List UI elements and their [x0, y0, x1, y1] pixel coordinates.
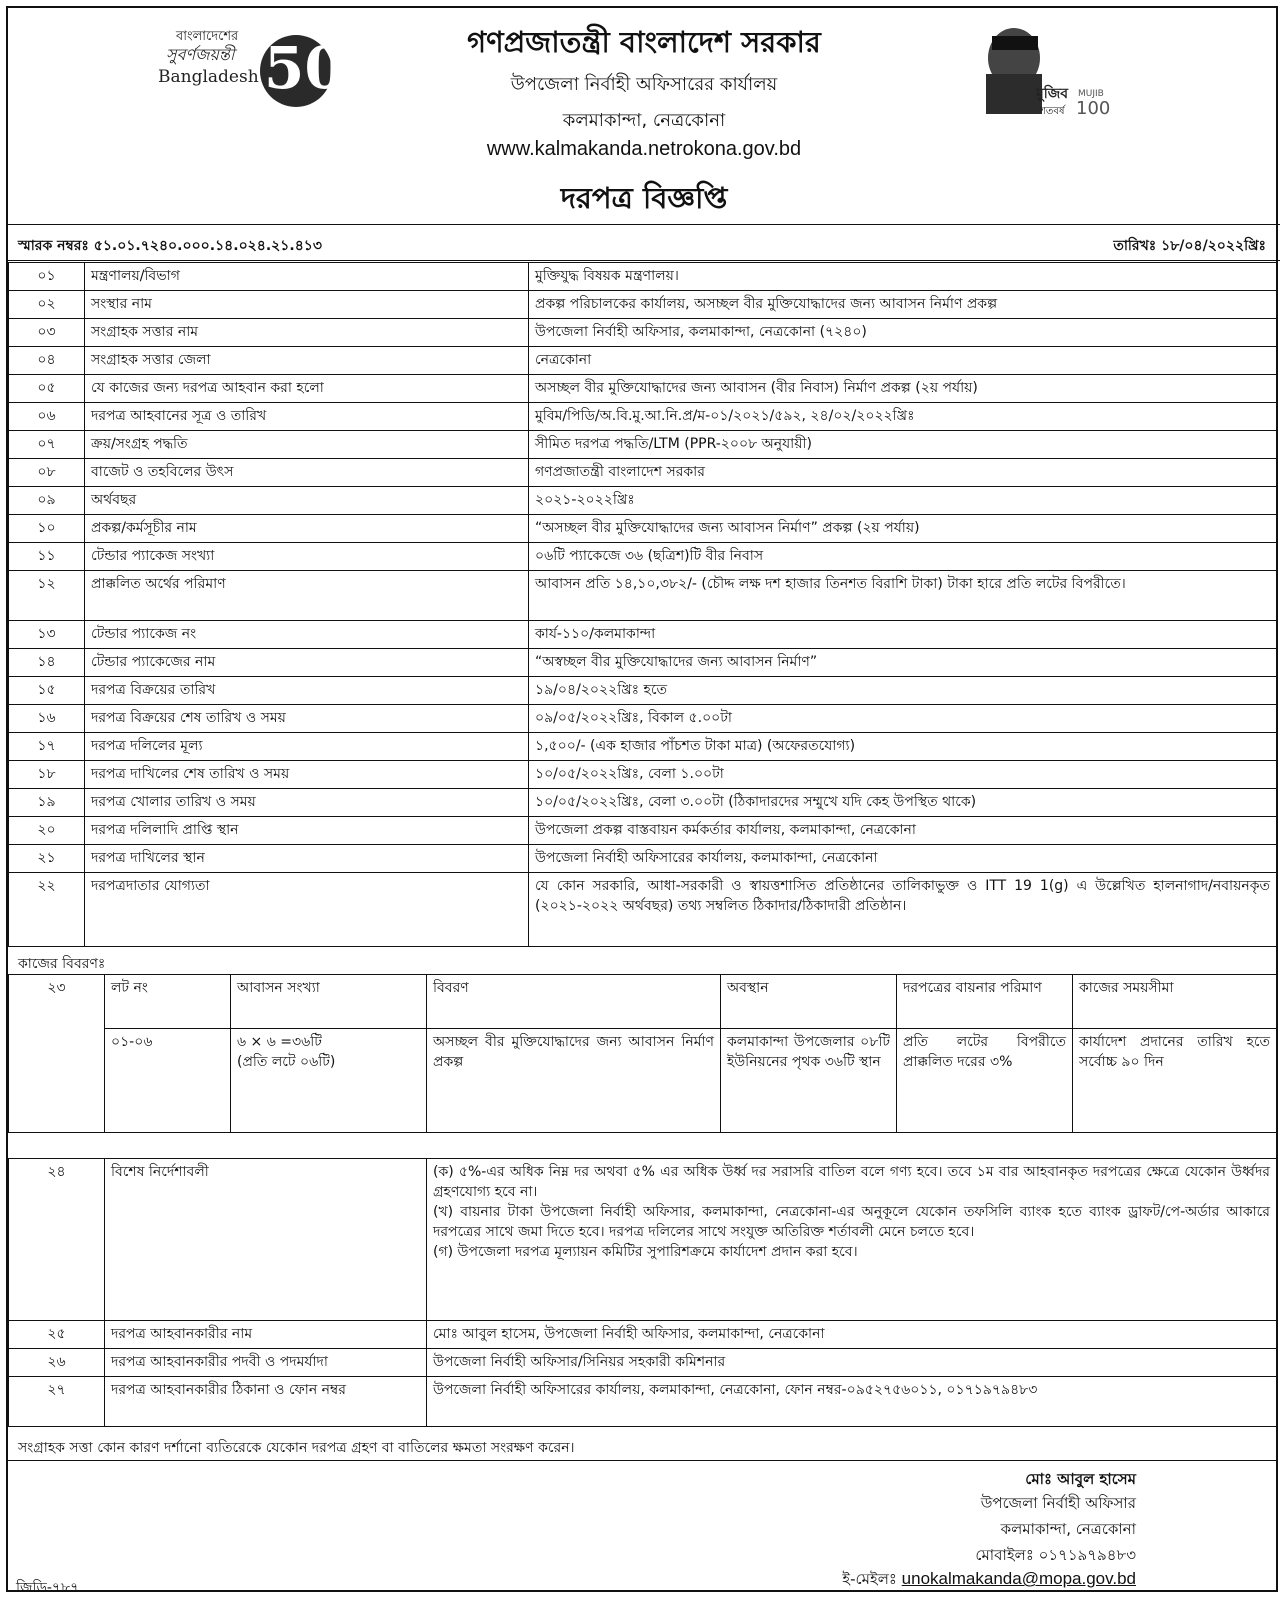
- row-label: প্রাক্কলিত অর্থের পরিমাণ: [85, 571, 529, 621]
- row-value: কার্য-১১০/কলমাকান্দা: [529, 621, 1277, 649]
- works-description: অসচ্ছল বীর মুক্তিযোদ্ধাদের জন্য আবাসন নির্মাণ প্রকল্প: [427, 1029, 721, 1133]
- row-label: দরপত্র দাখিলের স্থান: [85, 845, 529, 873]
- government-title: গণপ্রজাতন্ত্রী বাংলাদেশ সরকার: [467, 25, 821, 59]
- works-count: [231, 1029, 427, 1133]
- signatory-email-line: [842, 1568, 1136, 1593]
- row-serial: ০৪: [9, 347, 85, 375]
- row-serial: ১৫: [9, 677, 85, 705]
- row-label: অর্থবছর: [85, 487, 529, 515]
- memo-date: তারিখঃ ১৮/০৪/২০২২খ্রিঃ: [1113, 238, 1266, 254]
- logo-right-text-3: MUJIB: [1078, 89, 1104, 99]
- row-value: ১,৫০০/- (এক হাজার পাঁচশত টাকা মাত্র) (অফেরতযোগ্য): [529, 733, 1277, 761]
- row-serial: ১২: [9, 571, 85, 621]
- table-row: [9, 677, 1277, 705]
- row-label: বিশেষ নির্দেশাবলী: [105, 1159, 427, 1321]
- notice-header: [8, 8, 1280, 225]
- table-row: [9, 375, 1277, 403]
- mujib-100-logo: [966, 18, 1116, 118]
- row-serial: ২৪: [9, 1159, 105, 1321]
- row-label: দরপত্র দলিলাদি প্রাপ্তি স্থান: [85, 817, 529, 845]
- table-row: [9, 1349, 1277, 1377]
- row-value: অসচ্ছল বীর মুক্তিযোদ্ধাদের জন্য আবাসন (বীর নিবাস) নির্মাণ প্রকল্প (২য় পর্যায়): [529, 375, 1277, 403]
- row-value: মোঃ আবুল হাসেম, উপজেলা নির্বাহী অফিসার, কলমাকান্দা, নেত্রকোনা: [427, 1321, 1277, 1349]
- row-label: টেন্ডার প্যাকেজ নং: [85, 621, 529, 649]
- row-label: ক্রয়/সংগ্রহ পদ্ধতি: [85, 431, 529, 459]
- table-row: [9, 543, 1277, 571]
- table-row: [9, 789, 1277, 817]
- row-value: যে কোন সরকারি, আধা-সরকারী ও স্বায়ত্তশাসিত প্রতিষ্ঠানের তালিকাভুক্ত ও ITT 19 1(g) এ উল্লেখিত হালনাগাদ/নবায়নকৃত (২০২১-২০২২ অর্থবছর) তথ্য সম্বলিত ঠিকাদার/ঠিকাদারী প্রতিষ্ঠান।: [529, 873, 1277, 947]
- works-earnest: প্রতি লটের বিপরীতে প্রাক্কলিত দরের ৩%: [897, 1029, 1073, 1133]
- table-row: [9, 733, 1277, 761]
- row-label: দরপত্র আহবানকারীর পদবী ও পদমর্যাদা: [105, 1349, 427, 1377]
- row-label: দরপত্র বিক্রয়ের শেষ তারিখ ও সময়: [85, 705, 529, 733]
- row-value: উপজেলা নির্বাহী অফিসার, কলমাকান্দা, নেত্রকোনা (৭২৪০): [529, 319, 1277, 347]
- instruction-item: (ক) ৫%-এর অধিক নিম্ন দর অথবা ৫% এর অধিক উর্ধ্ব দর সরাসরি বাতিল বলে গণ্য হবে। তবে ১ম বার আহবানকৃত দরপত্রের ক্ষেত্রে যেকোন উর্ধ্বদর গ্রহণযোগ্য হবে না।: [433, 1164, 1270, 1200]
- row-value: ০৯/০৫/২০২২খ্রিঃ, বিকাল ৫.০০টা: [529, 705, 1277, 733]
- table-row: [9, 873, 1277, 947]
- works-location: কলমাকান্দা উপজেলার ০৮টি ইউনিয়নের পৃথক ৩৬টি স্থান: [721, 1029, 897, 1133]
- email-label: ই-মেইলঃ: [842, 1570, 902, 1588]
- row-value: গণপ্রজাতন্ত্রী বাংলাদেশ সরকার: [529, 459, 1277, 487]
- works-lot: ০১-০৬: [105, 1029, 231, 1133]
- table-row: [9, 459, 1277, 487]
- row-value: ০৬টি প্যাকেজে ৩৬ (ছত্রিশ)টি বীর নিবাস: [529, 543, 1277, 571]
- table-row: [9, 761, 1277, 789]
- row-serial: ০৯: [9, 487, 85, 515]
- row-value: ২০২১-২০২২খ্রিঃ: [529, 487, 1277, 515]
- row-label: দরপত্র বিক্রয়ের তারিখ: [85, 677, 529, 705]
- works-header-description: বিবরণ: [427, 975, 721, 1029]
- row-serial: ১১: [9, 543, 85, 571]
- row-serial: ০৮: [9, 459, 85, 487]
- logo-text-1: বাংলাদেশের: [176, 29, 239, 44]
- table-row: [9, 817, 1277, 845]
- work-description-label: কাজের বিবরণঃ: [18, 956, 106, 972]
- signatory-mobile: মোবাইলঃ ০১৭১৯৭৯৪৮৩: [975, 1546, 1136, 1564]
- email-link[interactable]: unokalmakanda@mopa.gov.bd: [901, 1569, 1136, 1588]
- row-value: মুবিম/পিডি/অ.বি.মু.আ.নি.প্র/ম-০১/২০২১/৫৯২, ২৪/০২/২০২২খ্রিঃ: [529, 403, 1277, 431]
- table-row: [9, 1321, 1277, 1349]
- notice-frame: [6, 6, 1278, 1596]
- gd-number: জিডি-৭৮৭: [16, 1580, 80, 1596]
- row-serial: ১৮: [9, 761, 85, 789]
- row-serial: ০৫: [9, 375, 85, 403]
- logo-right-text-4: 100: [1076, 98, 1111, 119]
- table-row: [9, 515, 1277, 543]
- row-label: দরপত্র দাখিলের শেষ তারিখ ও সময়: [85, 761, 529, 789]
- memo-number: স্মারক নম্বরঃ ৫১.০১.৭২৪০.০০০.১৪.০২৪.২১.৪১৩: [18, 238, 322, 254]
- table-row: [9, 487, 1277, 515]
- table-row: [9, 263, 1277, 291]
- row-value: “অস্বচ্ছল বীর মুক্তিযোদ্ধাদের জন্য আবাসন নির্মাণ”: [529, 649, 1277, 677]
- works-data-row: [9, 1029, 1277, 1133]
- office-location: কলমাকান্দা, নেত্রকোনা: [562, 110, 726, 131]
- row-value: ১০/০৫/২০২২খ্রিঃ, বেলা ১.০০টা: [529, 761, 1277, 789]
- row-label: প্রকল্প/কর্মসূচীর নাম: [85, 515, 529, 543]
- logo-number: 50: [264, 34, 345, 102]
- table-row: [9, 621, 1277, 649]
- row-serial: ০১: [9, 263, 85, 291]
- works-header-duration: কাজের সময়সীমা: [1073, 975, 1277, 1029]
- tender-extra-table: [8, 1158, 1277, 1427]
- logo-text-2: সুবর্ণজয়ন্তী: [166, 45, 235, 64]
- works-duration: কার্যাদেশ প্রদানের তারিখ হতে সর্বোচ্চ ৯০ দিন: [1073, 1029, 1277, 1133]
- website-link[interactable]: www.kalmakanda.netrokona.gov.bd: [486, 138, 802, 160]
- row-value: “অসচ্ছল বীর মুক্তিযোদ্ধাদের জন্য আবাসন নির্মাণ” প্রকল্প (২য় পর্যায়): [529, 515, 1277, 543]
- row-serial: ১০: [9, 515, 85, 543]
- row-value: নেত্রকোনা: [529, 347, 1277, 375]
- row-value: ১০/০৫/২০২২খ্রিঃ, বেলা ৩.০০টা (ঠিকাদারদের সম্মুখে যদি কেহ উপস্থিত থাকে): [529, 789, 1277, 817]
- logo-text-3: Bangladesh: [158, 67, 259, 87]
- works-serial: ২৩: [9, 975, 105, 1133]
- table-row: [9, 845, 1277, 873]
- footer-note: সংগ্রাহক সত্তা কোন কারণ দর্শানো ব্যতিরেকে যেকোন দরপত্র গ্রহণ বা বাতিলের ক্ষমতা সংরক্ষণ করেন।: [18, 1440, 575, 1456]
- table-row: [9, 571, 1277, 621]
- row-serial: ২৭: [9, 1377, 105, 1427]
- row-serial: ২৫: [9, 1321, 105, 1349]
- logo-right-text-1: মুজিব: [1036, 86, 1069, 102]
- row-label: যে কাজের জন্য দরপত্র আহবান করা হলো: [85, 375, 529, 403]
- row-serial: ১৭: [9, 733, 85, 761]
- row-value: ১৯/০৪/২০২২খ্রিঃ হতে: [529, 677, 1277, 705]
- row-serial: ২১: [9, 845, 85, 873]
- office-name: উপজেলা নির্বাহী অফিসারের কার্যালয়: [510, 74, 778, 95]
- table-row: [9, 1377, 1277, 1427]
- row-serial: ০৭: [9, 431, 85, 459]
- table-row: [9, 649, 1277, 677]
- table-row: [9, 319, 1277, 347]
- divider: [8, 1460, 1276, 1461]
- row-value: উপজেলা নির্বাহী অফিসারের কার্যালয়, কলমাকান্দা, নেত্রকোনা, ফোন নম্বর-০৯৫২৭৫৬০১১, ০১৭১৯৭৯৪৮৩: [427, 1377, 1277, 1427]
- instruction-item: (খ) বায়নার টাকা উপজেলা নির্বাহী অফিসার, কলমাকান্দা, নেত্রকোনা-এর অনুকূলে যেকোন তফসিলি ব্যাংক হতে ব্যাংক ড্রাফট/পে-অর্ডার আকারে দরপত্রের সাথে জমা দিতে হবে। দরপত্র দলিলের সাথে সংযুক্ত অতিরিক্ত শর্তাবলী মেনে চলতে হবে।: [433, 1204, 1270, 1240]
- row-value: উপজেলা প্রকল্প বাস্তবায়ন কর্মকর্তার কার্যালয়, কলমাকান্দা, নেত্রকোনা: [529, 817, 1277, 845]
- row-serial: ২০: [9, 817, 85, 845]
- divider: [8, 260, 1280, 261]
- row-serial: ০৬: [9, 403, 85, 431]
- row-label: বাজেট ও তহবিলের উৎস: [85, 459, 529, 487]
- signatory-designation: উপজেলা নির্বাহী অফিসার: [980, 1494, 1136, 1512]
- instruction-item: (গ) উপজেলা দরপত্র মূল্যায়ন কমিটির সুপারিশক্রমে কার্যাদেশ প্রদান করা হবে।: [433, 1244, 858, 1260]
- row-label: দরপত্র আহবানকারীর ঠিকানা ও ফোন নম্বর: [105, 1377, 427, 1427]
- row-serial: ১৪: [9, 649, 85, 677]
- signatory-place: কলমাকান্দা, নেত্রকোনা: [1000, 1520, 1136, 1538]
- row-serial: ১৩: [9, 621, 85, 649]
- row-label: দরপত্র আহবানের সূত্র ও তারিখ: [85, 403, 529, 431]
- row-label: দরপত্র দলিলের মূল্য: [85, 733, 529, 761]
- row-serial: ০৩: [9, 319, 85, 347]
- notice-title: দরপত্র বিজ্ঞপ্তি: [560, 181, 728, 215]
- row-serial: ১৯: [9, 789, 85, 817]
- row-label: টেন্ডার প্যাকেজ সংখ্যা: [85, 543, 529, 571]
- row-serial: ২২: [9, 873, 85, 947]
- table-row: [9, 347, 1277, 375]
- works-count-line-1: ৬ × ৬ =৩৬টি: [237, 1034, 322, 1050]
- row-serial: ১৬: [9, 705, 85, 733]
- table-row: [9, 431, 1277, 459]
- signatory-name: মোঃ আবুল হাসেম: [1025, 1470, 1136, 1488]
- tender-info-table: [8, 262, 1277, 947]
- works-count-line-2: (প্রতি লটে ০৬টি): [237, 1054, 336, 1070]
- row-value: মুক্তিযুদ্ধ বিষয়ক মন্ত্রণালয়।: [529, 263, 1277, 291]
- row-label: দরপত্র আহবানকারীর নাম: [105, 1321, 427, 1349]
- row-label: টেন্ডার প্যাকেজের নাম: [85, 649, 529, 677]
- row-value: প্রকল্প পরিচালকের কার্যালয়, অসচ্ছল বীর মুক্তিযোদ্ধাদের জন্য আবাসন নির্মাণ প্রকল্প: [529, 291, 1277, 319]
- works-header-row: [9, 975, 1277, 1029]
- row-label: সংস্থার নাম: [85, 291, 529, 319]
- works-header-location: অবস্থান: [721, 975, 897, 1029]
- row-label: দরপত্র খোলার তারিখ ও সময়: [85, 789, 529, 817]
- row-value: উপজেলা নির্বাহী অফিসার/সিনিয়র সহকারী কমিশনার: [427, 1349, 1277, 1377]
- table-row: [9, 291, 1277, 319]
- works-header-earnest: দরপত্রের বায়নার পরিমাণ: [897, 975, 1073, 1029]
- works-header-lot: লট নং: [105, 975, 231, 1029]
- table-row: [9, 705, 1277, 733]
- special-instructions: [427, 1159, 1277, 1321]
- row-serial: ২৬: [9, 1349, 105, 1377]
- row-value: আবাসন প্রতি ১৪,১০,৩৮২/- (চৌদ্দ লক্ষ দশ হাজার তিনশত বিরাশি টাকা) টাকা হারে প্রতি লটের বিপরীতে।: [529, 571, 1277, 621]
- row-value: উপজেলা নির্বাহী অফিসারের কার্যালয়, কলমাকান্দা, নেত্রকোনা: [529, 845, 1277, 873]
- row-label: সংগ্রাহক সত্তার নাম: [85, 319, 529, 347]
- row-label: সংগ্রাহক সত্তার জেলা: [85, 347, 529, 375]
- works-header-count: আবাসন সংখ্যা: [231, 975, 427, 1029]
- row-label: দরপত্রদাতার যোগ্যতা: [85, 873, 529, 947]
- table-row: [9, 403, 1277, 431]
- logo-right-text-2: শতবর্ষ: [1040, 106, 1065, 117]
- table-row: [9, 1159, 1277, 1321]
- row-value: সীমিত দরপত্র পদ্ধতি/LTM (PPR-২০০৮ অনুযায়ী): [529, 431, 1277, 459]
- row-label: মন্ত্রণালয়/বিভাগ: [85, 263, 529, 291]
- row-serial: ০২: [9, 291, 85, 319]
- works-table: [8, 974, 1277, 1133]
